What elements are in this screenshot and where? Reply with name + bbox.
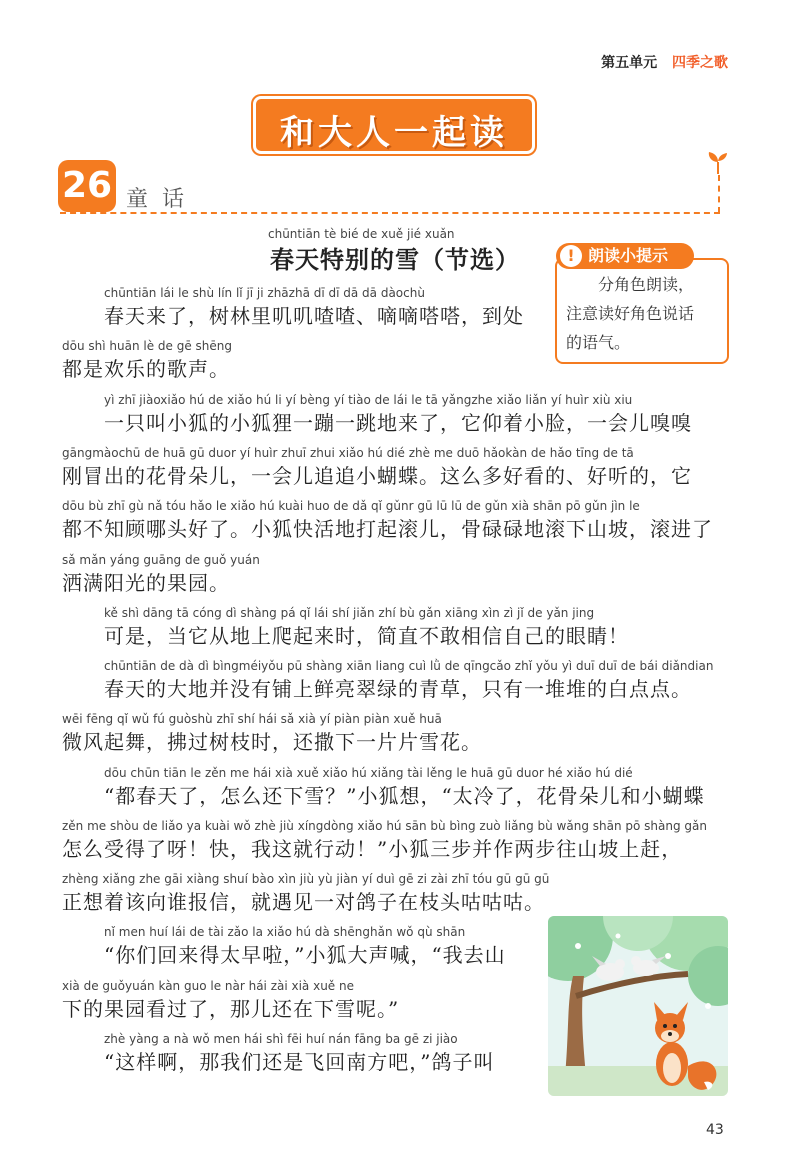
reading-tip-label: 朗读小提示 (588, 246, 669, 265)
reading-tip-text (566, 270, 721, 357)
exclamation-icon: ! (560, 245, 582, 267)
text-line: “这样啊，那我们还是飞回南方吧，”鸽子叫 (104, 1050, 495, 1074)
fox-doves-illustration (548, 916, 728, 1096)
tip-line: 的语气。 (566, 333, 631, 352)
text-line: “都春天了，怎么还下雪？”小狐想，“太冷了，花骨朵儿和小蝴蝶 (104, 784, 705, 808)
text-line: 春天来了，树林里叽叽喳喳、嘀嘀嗒嗒，到处 (104, 304, 524, 328)
pinyin-line: yì zhī jiàoxiǎo hú de xiǎo hú li yí bèng yí tiào de lái le tā yǎngzhe xiǎo liǎn yí huìr xiù xiu (104, 393, 633, 407)
pinyin-line: gāngmàochū de huā gū duor yí huìr zhuī zhui xiǎo hú dié zhè me duō hǎokàn de hǎo tīng de tā (62, 446, 634, 460)
divider-line-vertical (718, 175, 720, 213)
pinyin-line: xià de guǒyuán kàn guo le nàr hái zài xià xuě ne (62, 979, 354, 993)
story-title: 春天特别的雪（节选） (270, 245, 520, 274)
text-line: 洒满阳光的果园。 (62, 571, 230, 595)
text-line: 刚冒出的花骨朵儿，一会儿追追小蝴蝶。这么多好看的、好听的，它 (62, 464, 692, 488)
text-line: 春天的大地并没有铺上鲜亮翠绿的青草，只有一堆堆的白点点。 (104, 677, 692, 701)
pinyin-line: sǎ mǎn yáng guāng de guǒ yuán (62, 553, 260, 567)
banner-text: 和大人一起读 (280, 113, 508, 153)
text-line: 怎么受得了呀！快，我这就行动！”小狐三步并作两步往山坡上赶， (62, 837, 683, 861)
pinyin-line: kě shì dāng tā cóng dì shàng pá qǐ lái shí jiǎn zhí bù gǎn xiāng xìn zì jǐ de yǎn jing (104, 606, 595, 620)
text-line: 正想着该向谁报信，就遇见一对鸽子在枝头咕咕咕。 (62, 890, 545, 914)
pinyin-line: zěn me shòu de liǎo ya kuài wǒ zhè jiù xíngdòng xiǎo hú sān bù bìng zuò liǎng bù wǎng shān pō shàng gǎn (62, 819, 707, 833)
title-pinyin: chūntiān tè bié de xuě jié xuǎn (268, 227, 455, 241)
pinyin-line: dōu chūn tiān le zěn me hái xià xuě xiǎo hú xiǎng tài lěng le huā gū duor hé xiǎo hú dié (104, 766, 633, 780)
lesson-number: 26 (58, 160, 116, 212)
pinyin-line: nǐ men huí lái de tài zǎo la xiǎo hú dà shēnghǎn wǒ qù shān (104, 925, 466, 939)
reading-tip-tag (556, 243, 694, 269)
text-line: 微风起舞，拂过树枝时，还撒下一片片雪花。 (62, 730, 482, 754)
sprout-icon (705, 150, 731, 174)
lesson-type: 童话 (126, 187, 199, 212)
tip-line: 分角色朗读， (598, 275, 695, 294)
pinyin-line: chūntiān lái le shù lín lǐ jī ji zhāzhā dī dī dā dā dàochù (104, 286, 425, 300)
text-line: 下的果园看过了，那儿还在下雪呢。” (62, 997, 400, 1021)
text-line: 一只叫小狐的小狐狸一蹦一跳地来了，它仰着小脸，一会儿嗅嗅 (104, 411, 692, 435)
text-line: 可是，当它从地上爬起来时，简直不敢相信自己的眼睛！ (104, 624, 629, 648)
unit-theme: 四季之歌 (672, 55, 728, 71)
pinyin-line: wēi fēng qǐ wǔ fú guòshù zhī shí hái sǎ xià yí piàn piàn xuě huā (62, 712, 442, 726)
unit-label: 第五单元 (601, 55, 658, 71)
pinyin-line: zhèng xiǎng zhe gāi xiàng shuí bào xìn jiù yù jiàn yí duì gē zi zài zhī tóu gū gū gū (62, 872, 550, 886)
read-together-banner (253, 96, 535, 154)
divider-line (60, 212, 720, 214)
pinyin-line: dōu bù zhī gù nǎ tóu hǎo le xiǎo hú kuài huo de dǎ qǐ gǔnr gū lū lū de gǔn xià shān pō gǔn jìn le (62, 499, 640, 513)
pinyin-line: chūntiān de dà dì bìngméiyǒu pū shàng xiān liang cuì lǜ de qīngcǎo zhǐ yǒu yì duī duī de bái diǎndian (104, 659, 714, 673)
pinyin-line: zhè yàng a nà wǒ men hái shì fēi huí nán fāng ba gē zi jiào (104, 1032, 458, 1046)
tip-line: 注意读好角色说话 (566, 304, 695, 323)
text-line: 都不知顾哪头好了。小狐快活地打起滚儿，骨碌碌地滚下山坡，滚进了 (62, 517, 713, 541)
page-number: 43 (706, 1122, 724, 1138)
text-line: “你们回来得太早啦，”小狐大声喊，“我去山 (104, 943, 506, 967)
text-line: 都是欢乐的歌声。 (62, 357, 230, 381)
pinyin-line: dōu shì huān lè de gē shēng (62, 339, 232, 353)
unit-header (601, 52, 728, 72)
